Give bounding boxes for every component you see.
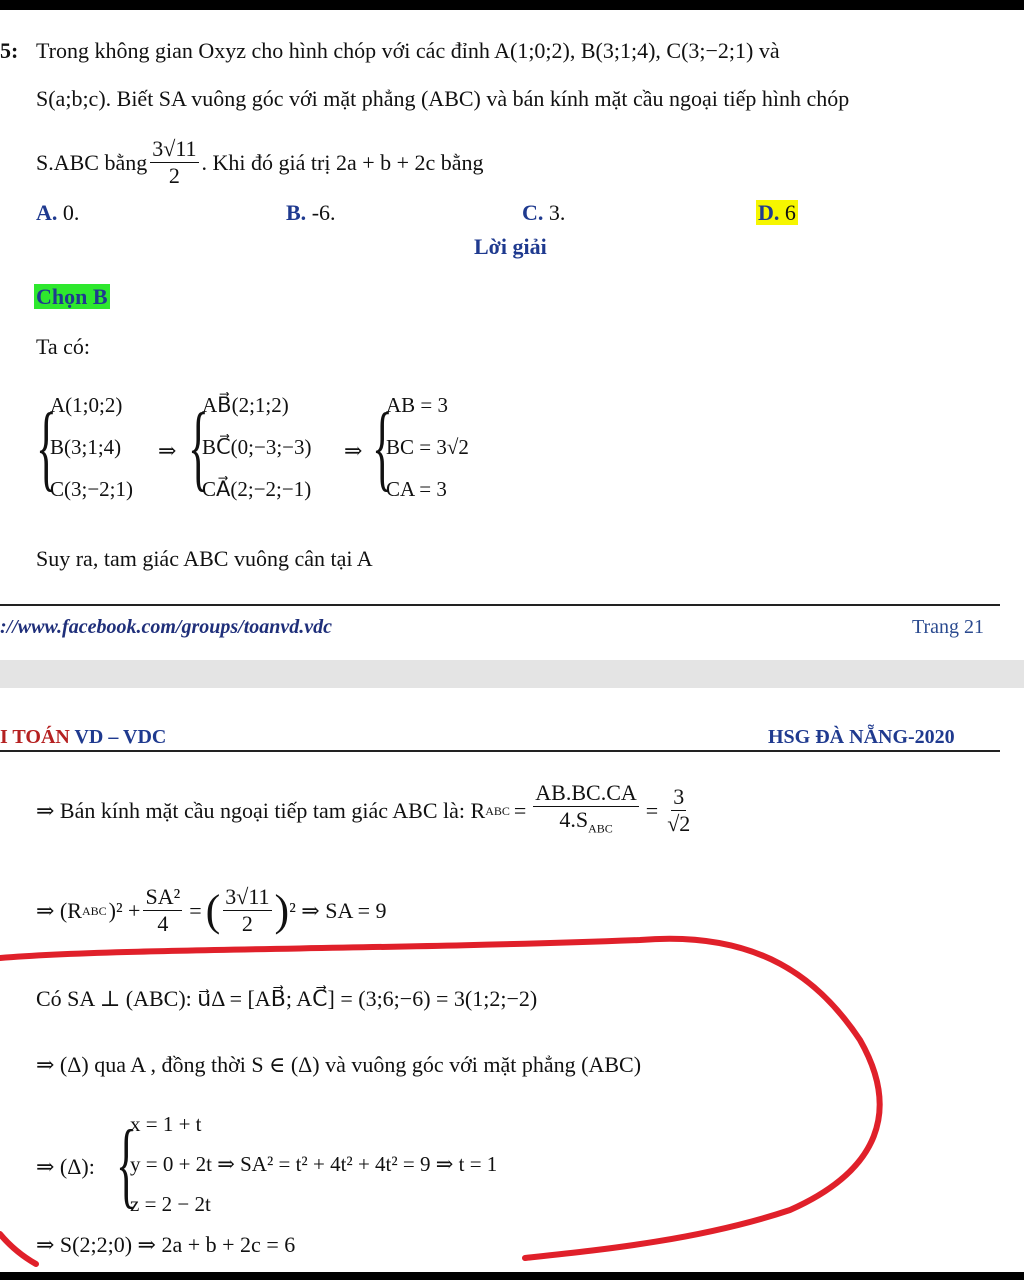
system-vectors — [188, 384, 312, 510]
header-left: I TOÁN VD – VDC — [0, 726, 167, 748]
question-line-3-post: . Khi đó giá trị 2a + b + 2c bằng — [201, 149, 484, 175]
footer-rule — [0, 604, 1000, 606]
system-points — [36, 384, 133, 510]
ta-co-label: Ta có: — [36, 334, 91, 359]
header-right: HSG ĐÀ NẴNG-2020 — [768, 726, 955, 748]
system-row: CA⃗(2;−2;−1) — [202, 477, 312, 501]
question-line-1: Trong không gian Oxyz cho hình chóp với các đỉnh A(1;0;2), B(3;1;4), C(3;−2;1) và — [36, 38, 780, 63]
step-circumradius: ⇒ Bán kính mặt cầu ngoại tiếp tam giác ABC là: R ABC = $\frac{AB.BC.CA}{4.S_{ABC}}$ = $\frac{3}{√2}$ — [36, 780, 691, 837]
question-line-3-pre: S.ABC bằng — [36, 149, 148, 175]
step-sa-length: ⇒ (R ABC )² + $\frac{\text{SA²}}{4}$ = ( $\frac{3√11}{2}$ ) ² ⇒ SA = 9 — [36, 884, 387, 936]
step5-prefix: ⇒ (Δ): — [36, 1154, 95, 1179]
option-d: D. 6 — [758, 200, 796, 225]
step-final: ⇒ S(2;2;0) ⇒ 2a + b + 2c = 6 — [36, 1232, 296, 1257]
radius-numerator: 3√11 — [152, 136, 197, 161]
brace-icon: { — [188, 393, 209, 500]
question-line-3 — [36, 136, 484, 189]
step-line-delta: ⇒ (Δ) qua A , đồng thời S ∈ (Δ) và vuông góc với mặt phẳng (ABC) — [36, 1052, 642, 1077]
radius-fraction — [150, 136, 198, 189]
page-gap — [0, 660, 1024, 688]
brace-icon: { — [372, 393, 393, 500]
solution-title: Lời giải — [474, 234, 547, 259]
system-lengths — [372, 384, 469, 510]
system-row: z = 2 − 2t — [130, 1192, 211, 1216]
system-row: x = 1 + t — [130, 1112, 202, 1136]
system-row: y = 0 + 2t ⇒ SA² = t² + 4t² + 4t² = 9 ⇒ t = 1 — [130, 1152, 498, 1176]
footer-page-number: Trang 21 — [912, 616, 985, 638]
option-a: A. 0. — [36, 200, 80, 225]
step-direction-vector: Có SA ⊥ (ABC): u⃗Δ = [AB⃗; AC⃗] = (3;6;−6) = 3(1;2;−2) — [36, 986, 538, 1011]
system-row: A(1;0;2) — [50, 393, 123, 417]
brace-icon: { — [36, 393, 57, 500]
system-row: C(3;−2;1) — [50, 477, 134, 501]
question-number: 5: — [0, 38, 19, 63]
top-border — [0, 0, 1024, 10]
system-row: BC⃗(0;−3;−3) — [202, 435, 312, 459]
radius-denominator: 2 — [168, 163, 180, 188]
footer-url[interactable]: ://www.facebook.com/groups/toanvd.vdc — [0, 616, 333, 638]
option-b: B. -6. — [286, 200, 336, 225]
chosen-answer: Chọn B — [36, 284, 108, 309]
implies-arrow: ⇒ — [344, 438, 363, 463]
system-row: AB⃗(2;1;2) — [202, 393, 289, 417]
parametric-system — [116, 1104, 497, 1224]
question-line-2: S(a;b;c). Biết SA vuông góc với mặt phẳng (ABC) và bán kính mặt cầu ngoại tiếp hình chóp — [36, 86, 850, 111]
system-row: B(3;1;4) — [50, 435, 122, 459]
option-c: C. 3. — [522, 200, 566, 225]
conclusion-line: Suy ra, tam giác ABC vuông cân tại A — [36, 546, 373, 571]
system-row: CA = 3 — [386, 477, 447, 501]
system-row: BC = 3√2 — [386, 435, 469, 459]
bottom-border — [0, 1272, 1024, 1280]
header-rule — [0, 750, 1000, 752]
implies-arrow: ⇒ — [158, 438, 177, 463]
brace-icon: { — [116, 1110, 137, 1217]
system-row: AB = 3 — [386, 393, 449, 417]
